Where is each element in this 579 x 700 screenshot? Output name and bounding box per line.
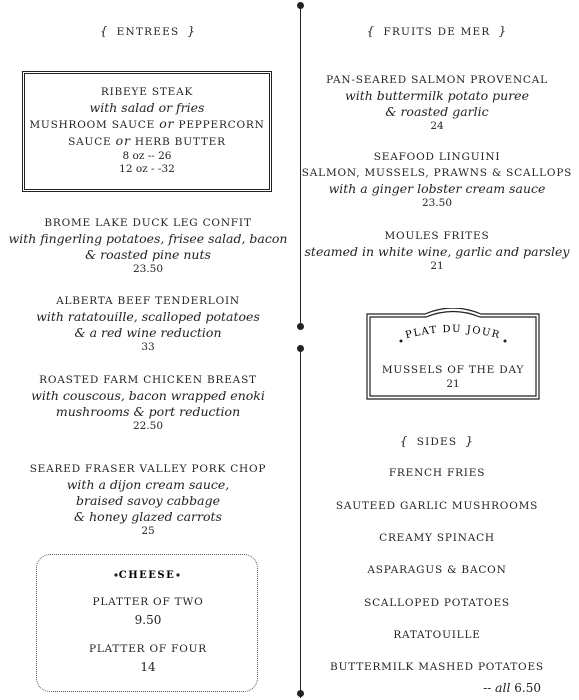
ribeye-name: RIBEYE STEAK: [100, 86, 194, 98]
ribeye-desc: with salad or fries: [89, 100, 205, 115]
linguini-desc2: with a ginger lobster cream sauce: [328, 181, 546, 196]
brace-right-icon: }: [465, 434, 475, 448]
plat-du-jour-item: [365, 362, 541, 391]
side-item: SCALLOPED POTATOES: [364, 597, 510, 609]
chicken-name: ROASTED FARM CHICKEN BREAST: [39, 374, 257, 386]
duck-desc1: with fingerling potatoes, frisee salad, bacon: [8, 231, 288, 246]
duck-name: BROME LAKE DUCK LEG CONFIT: [44, 217, 252, 229]
ribeye-price-12oz: 12 oz - -32: [119, 163, 175, 175]
entrees-heading: { ENTREES }: [99, 24, 197, 38]
ribeye-sauce-line1: MUSHROOM SAUCE or PEPPERCORN: [29, 116, 265, 131]
chicken-desc2: mushrooms & port reduction: [55, 404, 241, 419]
chicken-desc1: with couscous, bacon wrapped enoki: [31, 388, 265, 403]
brace-right-icon: }: [187, 24, 197, 38]
duck-desc2: & roasted pine nuts: [85, 247, 211, 262]
brace-left-icon: {: [399, 434, 409, 448]
ribeye-item: [22, 84, 272, 176]
chicken-price: 22.50: [132, 420, 164, 432]
divider-dot-mid-bottom: [297, 345, 304, 352]
pork-price: 25: [141, 525, 155, 537]
pork-desc3: & honey glazed carrots: [74, 509, 222, 524]
beef-desc2: & a red wine reduction: [74, 325, 222, 340]
brace-left-icon: {: [99, 24, 109, 38]
salmon-desc2: & roasted garlic: [385, 104, 489, 119]
linguini-name: SEAFOOD LINGUINI: [373, 151, 501, 163]
pork-item: [8, 461, 288, 538]
salmon-desc1: with buttermilk potato puree: [345, 88, 529, 103]
moules-price: 21: [430, 260, 444, 272]
column-divider-bottom: [300, 348, 301, 698]
side-item: SAUTEED GARLIC MUSHROOMS: [335, 500, 539, 512]
side-item: CREAMY SPINACH: [379, 532, 495, 544]
cheese-item-two: [8, 594, 288, 627]
side-item: ASPARAGUS & BACON: [367, 564, 507, 576]
cheese-item-four: [8, 641, 288, 674]
cheese-two-name: PLATTER OF TWO: [92, 596, 204, 608]
plat-item-name: MUSSELS OF THE DAY: [381, 364, 525, 376]
sides-heading: { SIDES }: [399, 434, 475, 448]
cheese-four-name: PLATTER OF FOUR: [88, 643, 208, 655]
linguini-price: 23.50: [421, 197, 453, 209]
moules-desc1: steamed in white wine, garlic and parsley: [304, 244, 570, 259]
side-item: RATATOUILLE: [393, 629, 481, 641]
brace-right-icon: }: [498, 24, 508, 38]
side-item: BUTTERMILK MASHED POTATOES: [330, 661, 544, 673]
side-item: FRENCH FRIES: [388, 467, 486, 479]
salmon-price: 24: [430, 120, 444, 132]
sides-price: -- all 6.50: [483, 680, 541, 695]
salmon-name: PAN-SEARED SALMON PROVENCAL: [326, 74, 548, 86]
chicken-item: [8, 372, 288, 433]
plat-du-jour-title: PLAT DU JOUR: [404, 323, 502, 342]
linguini-item: [295, 149, 579, 210]
duck-price: 23.50: [132, 263, 164, 275]
duck-item: [8, 215, 288, 276]
fruits-de-mer-heading: { FRUITS DE MER }: [366, 24, 508, 38]
beef-name: ALBERTA BEEF TENDERLOIN: [56, 295, 240, 307]
cheese-four-price: 14: [140, 660, 156, 674]
plat-dot-left-icon: [400, 340, 403, 343]
pork-desc2: braised savoy cabbage: [75, 493, 220, 508]
ribeye-sauce-line2: SAUCE or HERB BUTTER: [68, 133, 226, 148]
divider-dot-mid-top: [297, 323, 304, 330]
pork-desc1: with a dijon cream sauce,: [66, 477, 230, 492]
cheese-dot-right-icon: [176, 573, 179, 576]
cheese-title: CHEESE: [118, 570, 176, 581]
cheese-two-price: 9.50: [134, 613, 162, 627]
divider-dot-top: [297, 2, 304, 9]
ribeye-price-8oz: 8 oz -- 26: [122, 150, 172, 162]
salmon-item: [295, 72, 579, 133]
brace-left-icon: {: [366, 24, 376, 38]
moules-name: MOULES FRITES: [384, 230, 490, 242]
beef-desc1: with ratatouille, scalloped potatoes: [36, 309, 260, 324]
plat-dot-right-icon: [504, 340, 507, 343]
moules-item: [295, 228, 579, 273]
beef-item: [8, 293, 288, 354]
plat-item-price: 21: [446, 378, 460, 390]
pork-name: SEARED FRASER VALLEY PORK CHOP: [29, 463, 267, 475]
cheese-arc-title: [36, 562, 258, 592]
divider-dot-bottom: [297, 690, 304, 697]
linguini-desc1: SALMON, MUSSELS, PRAWNS & SCALLOPS: [301, 167, 573, 179]
beef-price: 33: [141, 341, 155, 353]
cheese-dot-left-icon: [114, 573, 117, 576]
